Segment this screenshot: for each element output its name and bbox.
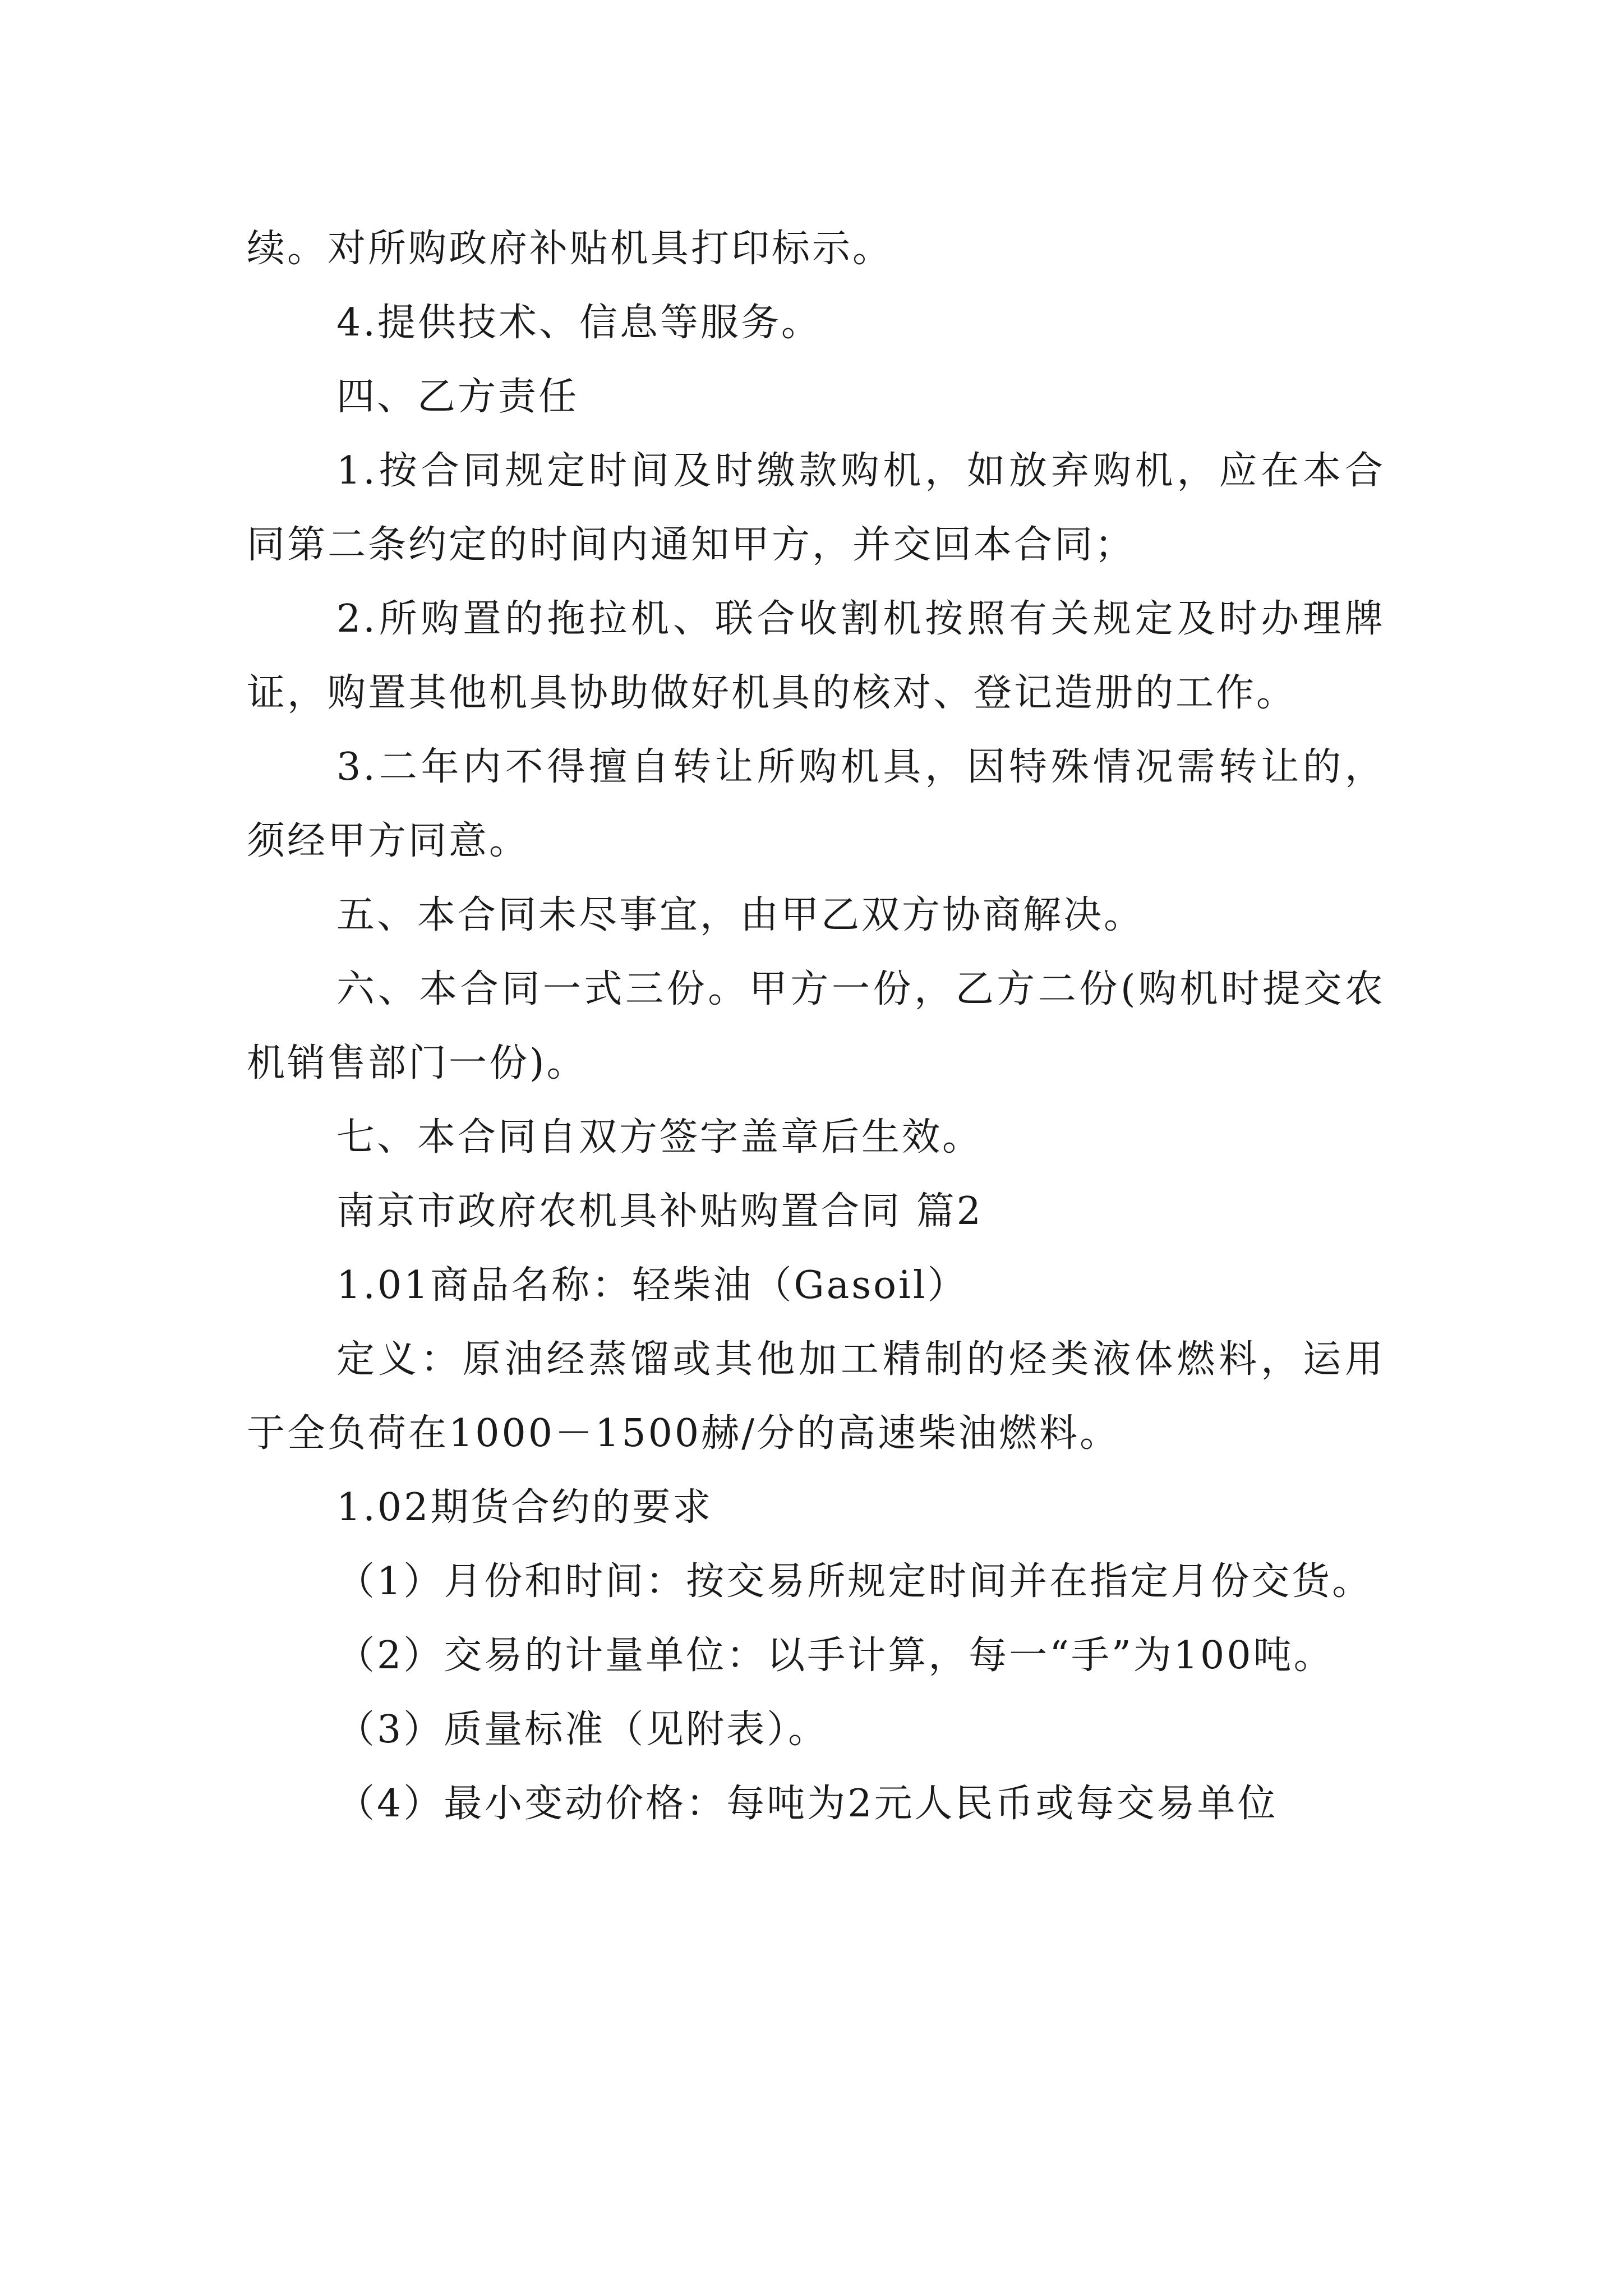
paragraph: （2）交易的计量单位：以手计算，每一“手”为100吨。 (336, 1634, 1334, 1678)
paragraph: （3）质量标准（见附表）。 (336, 1708, 829, 1752)
paragraph: （4）最小变动价格：每吨为2元人民币或每交易单位 (336, 1782, 1278, 1826)
paragraph: 续。对所购政府补贴机具打印标示。 (247, 227, 893, 271)
section-heading: 五、本合同未尽事宜，由甲乙双方协商解决。 (336, 893, 1145, 937)
paragraph: 1.02期货合约的要求 (336, 1485, 713, 1530)
paragraph: 定义：原油经蒸馏或其他加工精制的烃类液体燃料，运用于全负荷在1000－1500赫/分的高速柴油燃料。 (247, 1337, 1385, 1456)
paragraph: 1.按合同规定时间及时缴款购机，如放弃购机，应在本合同第二条约定的时间内通知甲方，并交回本合同； (247, 449, 1385, 567)
section-heading: 四、乙方责任 (336, 375, 579, 419)
paragraph: 3.二年内不得擅自转让所购机具，因特殊情况需转让的，须经甲方同意。 (247, 745, 1385, 863)
document-body (247, 212, 1385, 1841)
paragraph: 1.01商品名称：轻柴油（Gasoil） (336, 1263, 968, 1308)
paragraph: （1）月份和时间：按交易所规定时间并在指定月份交货。 (336, 1559, 1373, 1604)
section-heading: 七、本合同自双方签字盖章后生效。 (336, 1115, 983, 1159)
section-heading: 六、本合同一式三份。甲方一份，乙方二份(购机时提交农机销售部门一份)。 (247, 967, 1385, 1085)
paragraph: 2.所购置的拖拉机、联合收割机按照有关规定及时办理牌证，购置其他机具协助做好机具的核对、登记造册的工作。 (247, 597, 1385, 715)
document-title: 南京市政府农机具补贴购置合同 篇2 (336, 1189, 983, 1234)
paragraph: 4.提供技术、信息等服务。 (336, 301, 822, 345)
